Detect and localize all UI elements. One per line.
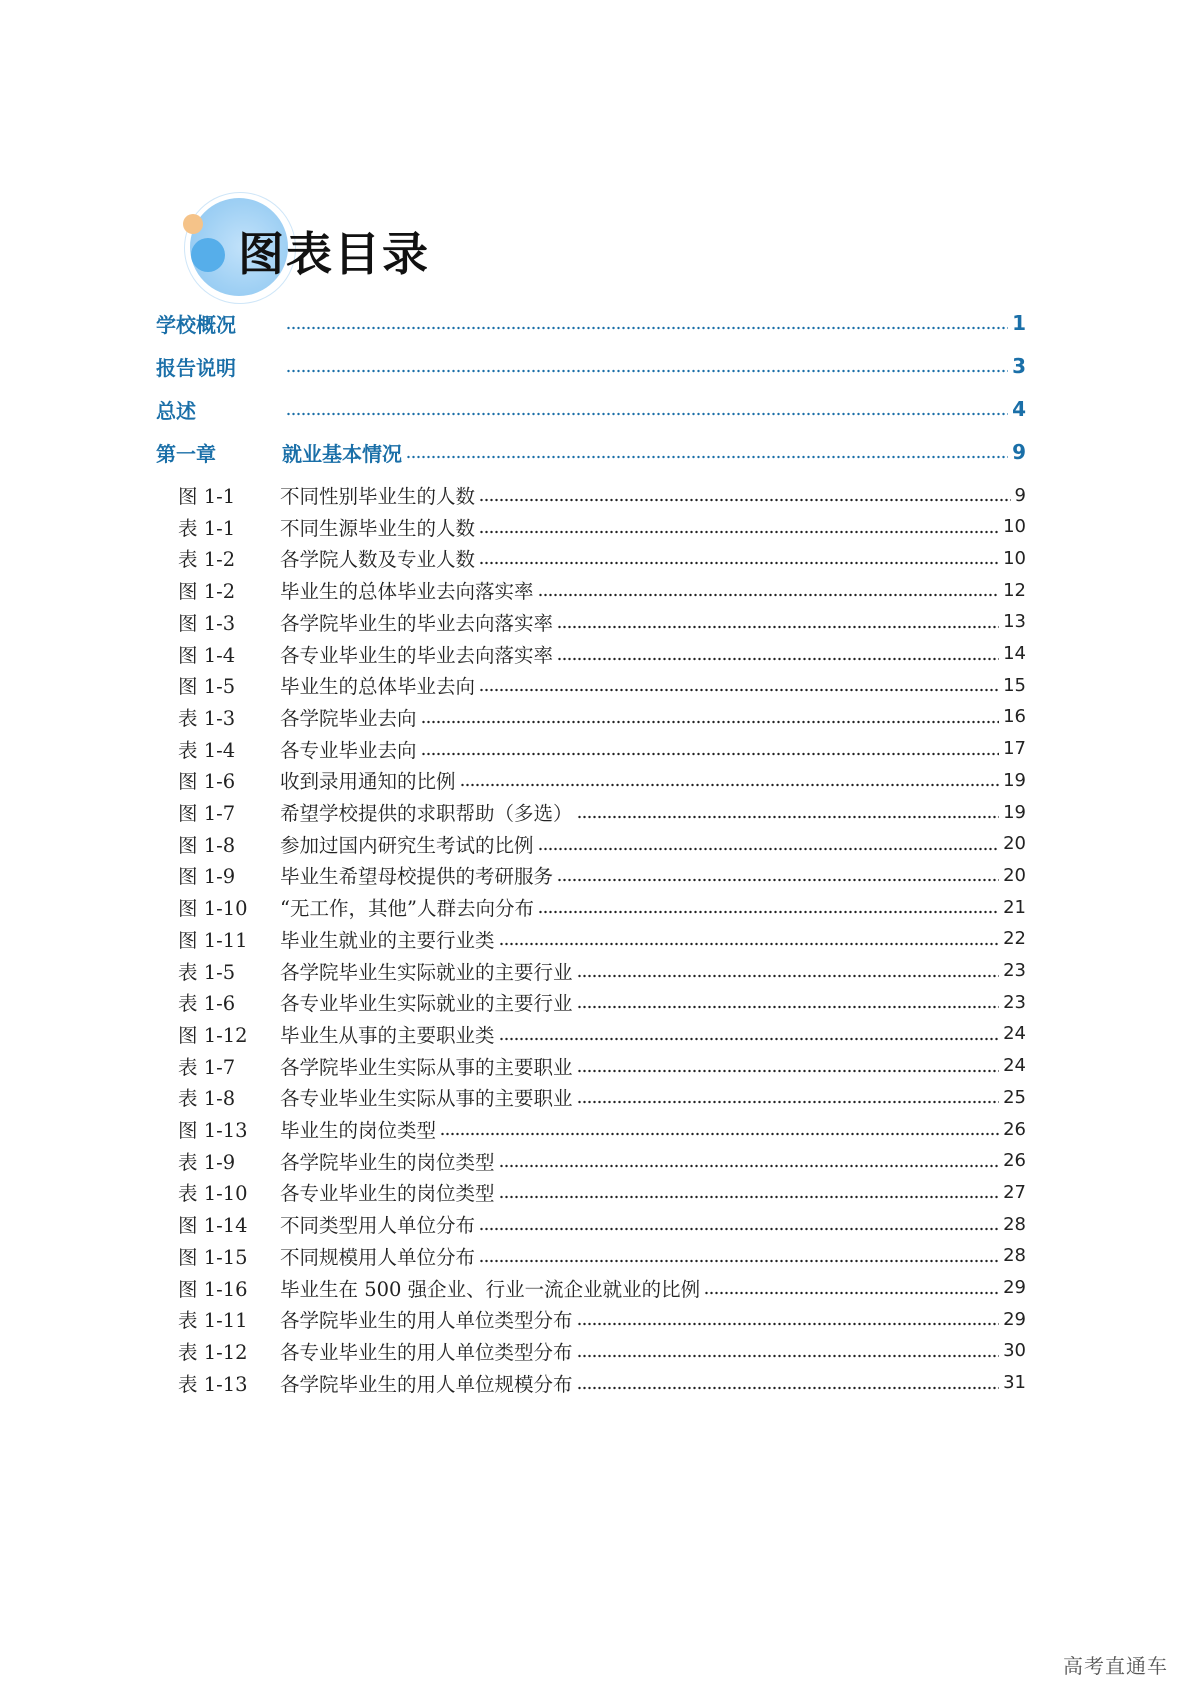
toc-dot-leader xyxy=(557,625,999,629)
toc-title: 各专业毕业去向 xyxy=(280,738,417,762)
toc-page-number: 29 xyxy=(1003,1308,1026,1330)
toc-section-row[interactable] xyxy=(156,394,1026,424)
toc-page-number: 25 xyxy=(1003,1086,1026,1108)
toc-page-number: 23 xyxy=(1003,991,1026,1013)
toc-dot-leader xyxy=(479,561,999,565)
toc-page-number: 31 xyxy=(1003,1372,1026,1394)
toc-dot-leader xyxy=(479,1259,999,1263)
toc-label: 总述 xyxy=(156,398,196,423)
toc-page-number: 29 xyxy=(1003,1277,1026,1298)
toc-label: 表 1-6 xyxy=(178,992,236,1016)
toc-dot-leader xyxy=(499,1164,1000,1168)
toc-page-number: 20 xyxy=(1003,833,1026,855)
toc-title: 毕业生希望母校提供的考研服务 xyxy=(280,865,554,889)
toc-label: 表 1-4 xyxy=(178,738,236,762)
toc-dot-leader xyxy=(538,593,1000,597)
toc-dot-leader xyxy=(577,1100,1000,1104)
toc-page-number: 20 xyxy=(1003,864,1026,886)
toc-label: 图 1-1 xyxy=(178,485,236,508)
toc-label: 表 1-13 xyxy=(178,1372,248,1396)
toc-title: 各专业毕业生的岗位类型 xyxy=(280,1182,495,1206)
toc-page-number: 28 xyxy=(1003,1245,1026,1267)
toc-title: 各学院毕业去向 xyxy=(280,706,417,730)
toc-entry-row[interactable] xyxy=(178,1241,1026,1271)
toc-label: 表 1-7 xyxy=(178,1055,236,1079)
toc-entry-row[interactable] xyxy=(178,829,1026,859)
toc-title: 各学院毕业生的岗位类型 xyxy=(280,1150,495,1174)
toc-label: 图 1-11 xyxy=(178,928,248,952)
toc-dot-leader xyxy=(577,1069,1000,1073)
toc-section-row[interactable] xyxy=(156,437,1026,467)
toc-title: 就业基本情况 xyxy=(282,441,402,466)
toc-entry-row[interactable] xyxy=(178,1082,1026,1112)
toc-entry-row[interactable] xyxy=(178,797,1026,827)
toc-dot-leader xyxy=(421,752,1000,756)
toc-page-number: 17 xyxy=(1003,738,1026,760)
toc-label: 表 1-8 xyxy=(178,1087,236,1111)
toc-title: 毕业生在 500 强企业、行业一流企业就业的比例 xyxy=(280,1277,701,1301)
toc-dot-leader xyxy=(479,1227,999,1231)
toc-label: 第一章 xyxy=(156,441,216,466)
toc-label: 表 1-11 xyxy=(178,1309,248,1333)
toc-label: 图 1-9 xyxy=(178,865,236,889)
toc-title: 各专业毕业生实际就业的主要行业 xyxy=(280,992,573,1016)
toc-page-number: 15 xyxy=(1003,674,1026,696)
toc-title: 毕业生的总体毕业去向 xyxy=(280,675,476,699)
toc-label: 图 1-7 xyxy=(178,802,236,825)
toc-page-number: 19 xyxy=(1003,801,1026,823)
toc-label: 学校概况 xyxy=(156,312,236,337)
toc-label: 表 1-2 xyxy=(178,548,236,572)
toc-dot-leader xyxy=(479,498,1011,502)
toc-entry-row[interactable] xyxy=(178,607,1026,637)
title-decoration-dot-blue xyxy=(191,238,225,272)
toc-title: 毕业生就业的主要行业类 xyxy=(280,928,495,952)
toc-label: 图 1-8 xyxy=(178,833,236,857)
toc-label: 图 1-14 xyxy=(178,1214,248,1238)
toc-page-number: 1 xyxy=(1012,311,1026,335)
toc-page-number: 3 xyxy=(1012,354,1026,378)
toc-page-number: 28 xyxy=(1003,1213,1026,1235)
toc-entry-row[interactable] xyxy=(178,702,1026,732)
toc-page-number: 24 xyxy=(1003,1055,1026,1077)
toc-dot-leader xyxy=(704,1291,999,1295)
toc-dot-leader xyxy=(286,326,1008,330)
toc-dot-leader xyxy=(460,783,1000,787)
toc-entry-row[interactable] xyxy=(178,956,1026,986)
toc-page-number: 10 xyxy=(1003,547,1026,569)
toc-page-number: 23 xyxy=(1003,960,1026,981)
toc-dot-leader xyxy=(479,688,999,692)
toc-title: 不同生源毕业生的人数 xyxy=(280,516,476,540)
toc-label: 图 1-15 xyxy=(178,1245,248,1269)
toc-label: 表 1-1 xyxy=(178,516,236,540)
toc-title: 毕业生从事的主要职业类 xyxy=(280,1023,495,1047)
toc-label: 图 1-10 xyxy=(178,897,248,921)
toc-page-number: 10 xyxy=(1003,516,1026,538)
toc-label: 表 1-9 xyxy=(178,1150,236,1174)
toc-entry-row[interactable] xyxy=(178,1273,1026,1303)
toc-label: 图 1-5 xyxy=(178,675,236,699)
toc-entry-row[interactable] xyxy=(178,543,1026,573)
toc-dot-leader xyxy=(557,878,999,882)
toc-dot-leader xyxy=(577,815,1000,819)
toc-entry-row[interactable] xyxy=(178,670,1026,700)
toc-dot-leader xyxy=(577,1322,1000,1326)
toc-dot-leader xyxy=(577,974,1000,978)
toc-section-row[interactable] xyxy=(156,351,1026,381)
toc-label: 图 1-13 xyxy=(178,1119,248,1142)
toc-entry-row[interactable] xyxy=(178,575,1026,605)
toc-page-number: 30 xyxy=(1003,1340,1026,1362)
toc-label: 图 1-4 xyxy=(178,643,236,667)
toc-dot-leader xyxy=(286,412,1008,416)
toc-label: 表 1-10 xyxy=(178,1182,248,1206)
toc-entry-row[interactable] xyxy=(178,860,1026,890)
toc-entry-row[interactable] xyxy=(178,1336,1026,1366)
toc-page-number: 4 xyxy=(1012,397,1026,421)
toc-label: 图 1-12 xyxy=(178,1023,248,1047)
toc-title: 不同规模用人单位分布 xyxy=(280,1245,476,1269)
page-title: 图表目录 xyxy=(238,227,430,281)
toc-page-number: 9 xyxy=(1012,440,1026,464)
toc-label: 表 1-3 xyxy=(178,706,236,730)
toc-entry-row[interactable] xyxy=(178,765,1026,795)
toc-entry-row[interactable] xyxy=(178,892,1026,922)
toc-page-number: 19 xyxy=(1003,769,1026,791)
toc-dot-leader xyxy=(577,1386,1000,1390)
toc-page-number: 24 xyxy=(1003,1023,1026,1045)
toc-title: “无工作，其他”人群去向分布 xyxy=(280,897,534,921)
toc-page-number: 9 xyxy=(1014,484,1026,506)
toc-dot-leader xyxy=(577,1005,1000,1009)
toc-title: 各学院毕业生的用人单位类型分布 xyxy=(280,1309,573,1333)
toc-dot-leader xyxy=(499,942,1000,946)
toc-dot-leader xyxy=(479,530,999,534)
toc-page-number: 13 xyxy=(1003,611,1026,633)
watermark: 高考直通车 xyxy=(1063,1654,1168,1678)
toc-page-number: 26 xyxy=(1003,1118,1026,1140)
toc-dot-leader xyxy=(538,910,999,914)
toc-title: 各专业毕业生的用人单位类型分布 xyxy=(280,1340,573,1364)
toc-label: 报告说明 xyxy=(156,355,236,380)
toc-entry-row[interactable] xyxy=(178,1209,1026,1239)
toc-title: 各专业毕业生实际从事的主要职业 xyxy=(280,1087,573,1111)
toc-title: 各学院毕业生的毕业去向落实率 xyxy=(280,611,554,635)
toc-entry-row[interactable] xyxy=(178,924,1026,954)
toc-dot-leader xyxy=(577,1354,1000,1358)
toc-page-number: 16 xyxy=(1003,706,1026,728)
toc-title: 毕业生的总体毕业去向落实率 xyxy=(280,580,534,604)
toc-title: 收到录用通知的比例 xyxy=(280,770,456,794)
toc-title: 各专业毕业生的毕业去向落实率 xyxy=(280,643,554,667)
toc-entry-row[interactable] xyxy=(178,1114,1026,1144)
toc-title: 毕业生的岗位类型 xyxy=(280,1119,437,1142)
toc-dot-leader xyxy=(557,657,999,661)
toc-dot-leader xyxy=(286,369,1008,373)
toc-entry-row[interactable] xyxy=(178,734,1026,764)
toc-label: 图 1-6 xyxy=(178,770,236,794)
toc-dot-leader xyxy=(406,455,1008,459)
toc-title: 各学院毕业生实际就业的主要行业 xyxy=(280,960,573,984)
toc-label: 图 1-3 xyxy=(178,611,236,635)
toc-label: 图 1-16 xyxy=(178,1277,248,1301)
toc-page-number: 27 xyxy=(1003,1181,1026,1203)
toc-title: 各学院毕业生实际从事的主要职业 xyxy=(280,1055,573,1079)
toc-label: 图 1-2 xyxy=(178,580,236,604)
toc-dot-leader xyxy=(440,1132,999,1136)
toc-entry-row[interactable] xyxy=(178,480,1026,510)
toc-title: 希望学校提供的求职帮助（多选） xyxy=(280,802,573,825)
toc-entry-row[interactable] xyxy=(178,1019,1026,1049)
toc-entry-row[interactable] xyxy=(178,1177,1026,1207)
toc-section-row[interactable] xyxy=(156,308,1026,338)
toc-page-number: 26 xyxy=(1003,1150,1026,1172)
toc-title: 各学院人数及专业人数 xyxy=(280,548,476,572)
toc-entry-row[interactable] xyxy=(178,987,1026,1017)
toc-entry-row[interactable] xyxy=(178,1368,1026,1398)
toc-entry-row[interactable] xyxy=(178,1146,1026,1176)
toc-entry-row[interactable] xyxy=(178,639,1026,669)
toc-dot-leader xyxy=(421,720,1000,724)
toc-entry-row[interactable] xyxy=(178,1304,1026,1334)
toc-label: 表 1-12 xyxy=(178,1340,248,1364)
toc-title: 不同类型用人单位分布 xyxy=(280,1214,476,1238)
toc-title: 不同性别毕业生的人数 xyxy=(280,485,476,508)
toc-page-number: 12 xyxy=(1003,579,1026,601)
title-decoration-dot-orange xyxy=(183,214,203,234)
toc-label: 表 1-5 xyxy=(178,960,236,984)
toc-title: 各学院毕业生的用人单位规模分布 xyxy=(280,1372,573,1396)
toc-dot-leader xyxy=(538,847,1000,851)
toc-entry-row[interactable] xyxy=(178,512,1026,542)
toc-page-number: 22 xyxy=(1003,928,1026,950)
toc-page-number: 14 xyxy=(1003,643,1026,664)
toc-title: 参加过国内研究生考试的比例 xyxy=(280,833,534,857)
toc-page-number: 21 xyxy=(1003,896,1026,918)
toc-entry-row[interactable] xyxy=(178,1051,1026,1081)
toc-dot-leader xyxy=(499,1195,1000,1199)
toc-dot-leader xyxy=(499,1037,1000,1041)
